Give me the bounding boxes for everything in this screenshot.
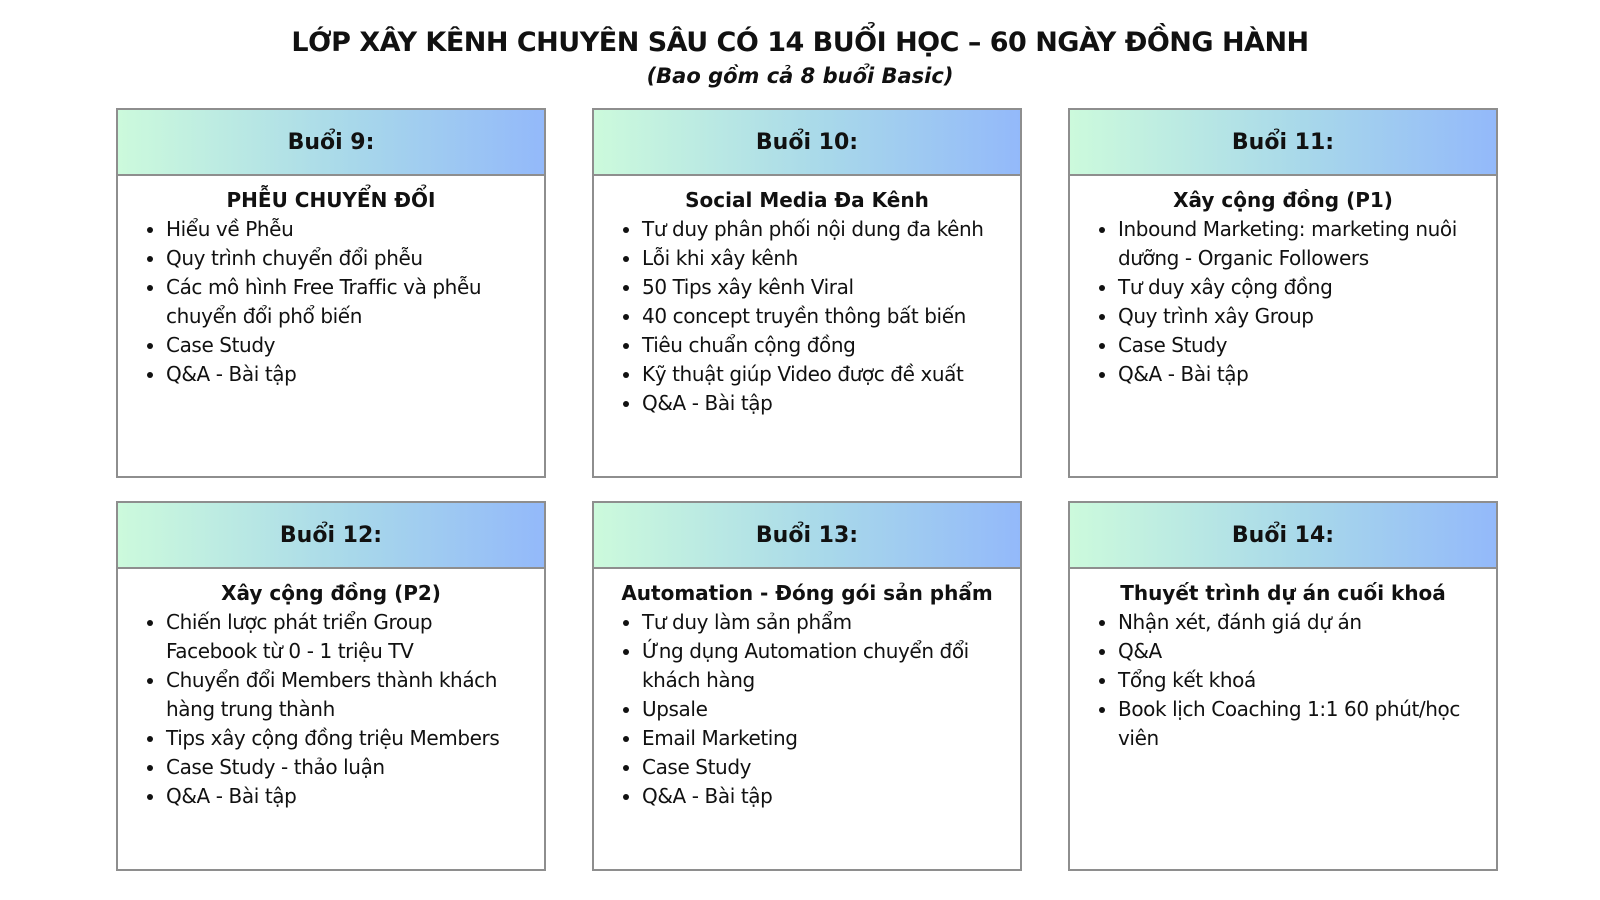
session-header: Buổi 13: [594,503,1020,569]
session-body [1070,176,1496,389]
list-item: • Nhận xét, đánh giá dự án [1118,608,1474,637]
session-card-9 [116,108,546,478]
list-item: • Hiểu về Phễu [166,215,522,244]
list-item: • Ứng dụng Automation chuyển đổi khách hàng [642,637,998,695]
session-topic: Thuyết trình dự án cuối khoá [1120,581,1446,605]
list-item: • Email Marketing [642,724,998,753]
session-card-14 [1068,501,1498,871]
session-topic: PHỄU CHUYỂN ĐỔI [226,188,436,212]
session-body [118,176,544,389]
session-topic: Automation - Đóng gói sản phẩm [621,581,993,605]
list-item: • Chuyển đổi Members thành khách hàng trung thành [166,666,522,724]
list-item: • Case Study - thảo luận [166,753,522,782]
session-list [1092,215,1474,389]
list-item: • Tư duy xây cộng đồng [1118,273,1474,302]
list-item: • Q&A - Bài tập [642,389,998,418]
session-body [1070,569,1496,753]
list-item: • Quy trình xây Group [1118,302,1474,331]
list-item: • Case Study [642,753,998,782]
list-item: • Inbound Marketing: marketing nuôi dưỡng - Organic Followers [1118,215,1474,273]
list-item: • Tips xây cộng đồng triệu Members [166,724,522,753]
list-item: • Book lịch Coaching 1:1 60 phút/học viên [1118,695,1474,753]
list-item: • Q&A - Bài tập [642,782,998,811]
list-item: • Q&A [1118,637,1474,666]
session-list [140,608,522,811]
list-item: • Chiến lược phát triển Group Facebook từ 0 - 1 triệu TV [166,608,522,666]
session-body [594,176,1020,418]
list-item: • Lỗi khi xây kênh [642,244,998,273]
session-topic: Social Media Đa Kênh [685,188,929,212]
list-item: • Upsale [642,695,998,724]
session-card-13 [592,501,1022,871]
session-list [616,215,998,418]
list-item: • Tư duy phân phối nội dung đa kênh [642,215,998,244]
list-item: • Tổng kết khoá [1118,666,1474,695]
list-item: • 50 Tips xây kênh Viral [642,273,998,302]
session-header: Buổi 12: [118,503,544,569]
session-list [1092,608,1474,753]
list-item: • Q&A - Bài tập [166,360,522,389]
session-topic: Xây cộng đồng (P2) [221,581,441,605]
session-header: Buổi 14: [1070,503,1496,569]
list-item: • Tiêu chuẩn cộng đồng [642,331,998,360]
session-topic: Xây cộng đồng (P1) [1173,188,1393,212]
list-item: • Kỹ thuật giúp Video được đề xuất [642,360,998,389]
page-subtitle: (Bao gồm cả 8 buổi Basic) [646,64,954,88]
list-item: • Case Study [166,331,522,360]
session-header: Buổi 9: [118,110,544,176]
list-item: • Q&A - Bài tập [1118,360,1474,389]
list-item: • Tư duy làm sản phẩm [642,608,998,637]
session-card-12 [116,501,546,871]
list-item: • 40 concept truyền thông bất biến [642,302,998,331]
session-header: Buổi 10: [594,110,1020,176]
session-list [616,608,998,811]
list-item: • Các mô hình Free Traffic và phễu chuyển đổi phổ biến [166,273,522,331]
session-header: Buổi 11: [1070,110,1496,176]
list-item: • Q&A - Bài tập [166,782,522,811]
session-body [594,569,1020,811]
list-item: • Quy trình chuyển đổi phễu [166,244,522,273]
session-card-10 [592,108,1022,478]
session-card-11 [1068,108,1498,478]
session-list [140,215,522,389]
session-body [118,569,544,811]
list-item: • Case Study [1118,331,1474,360]
page-title: LỚP XÂY KÊNH CHUYÊN SÂU CÓ 14 BUỔI HỌC – 60 NGÀY ĐỒNG HÀNH [291,27,1309,58]
